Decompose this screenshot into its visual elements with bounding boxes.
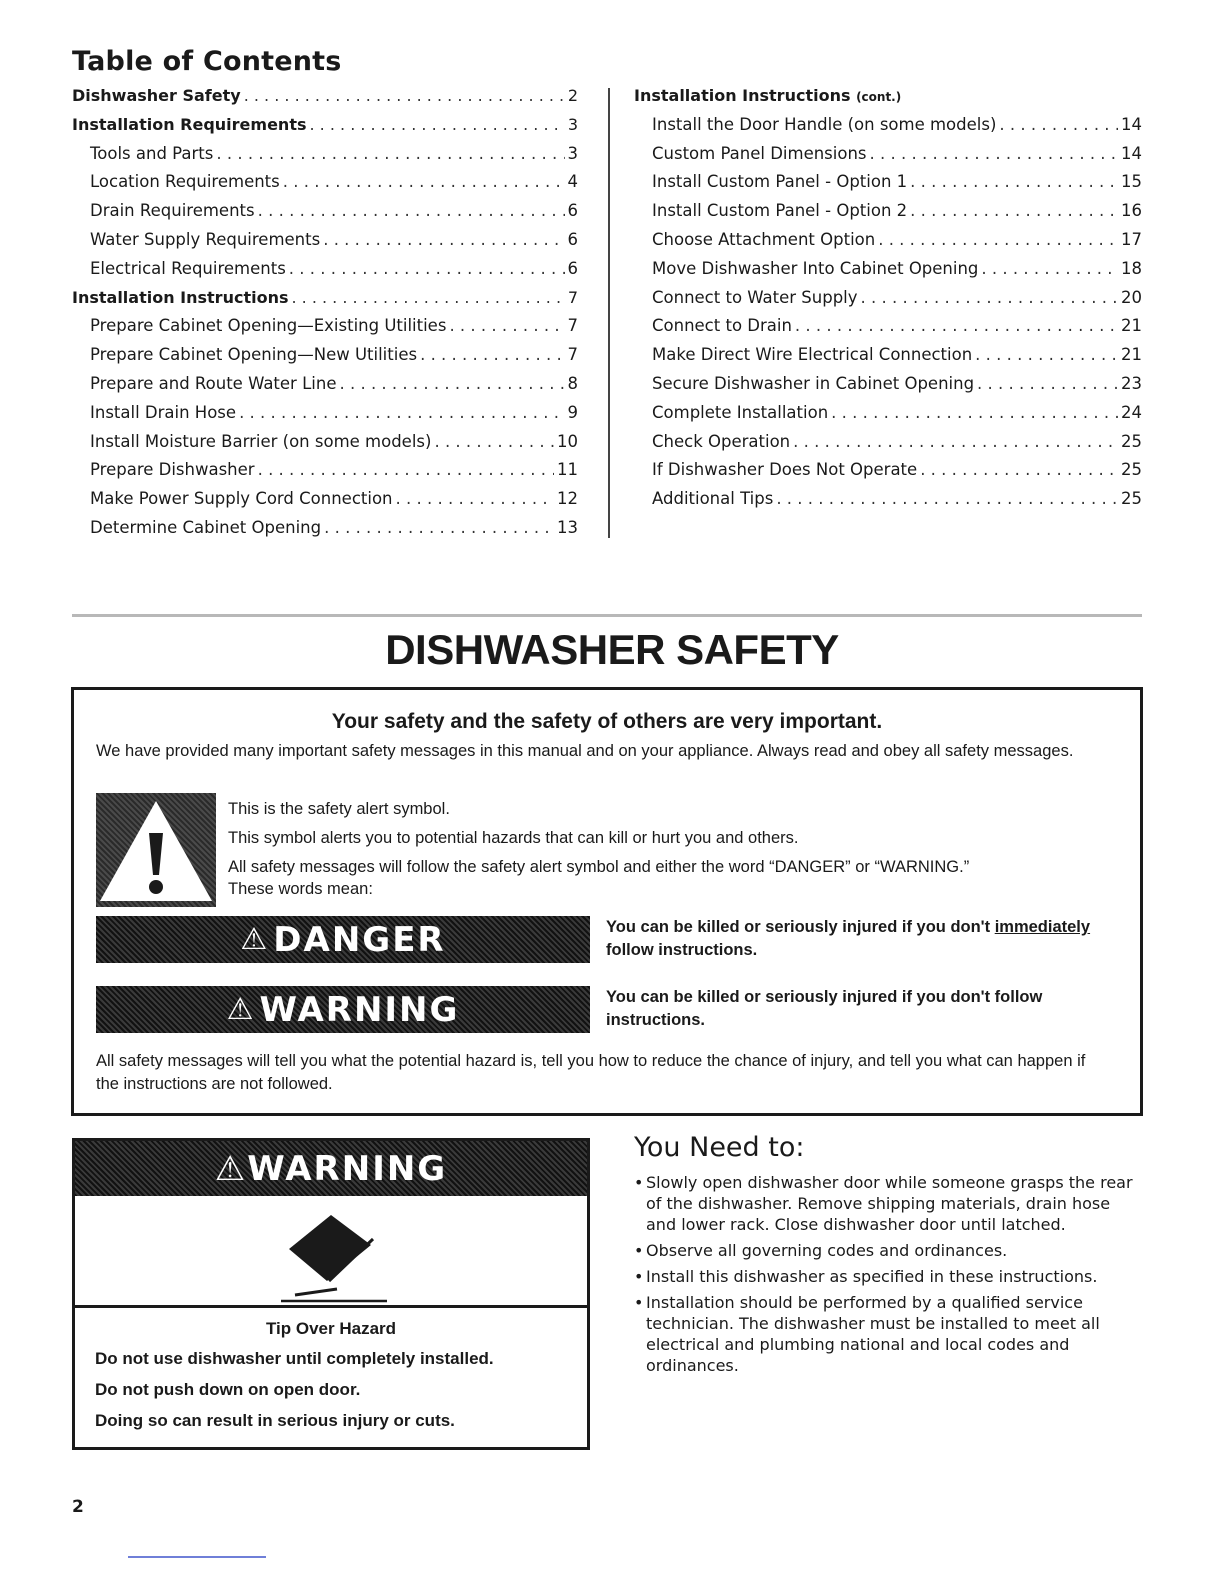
toc-entry-label: Installation Instructions bbox=[72, 287, 289, 307]
safety-alert-explanation bbox=[228, 800, 1108, 909]
warning-label: WARNING bbox=[259, 989, 460, 1030]
safety-info-box bbox=[71, 687, 1143, 1116]
toc-entry-page: 6 bbox=[567, 258, 578, 278]
toc-entry-label: Tools and Parts bbox=[90, 143, 214, 163]
warning-triangle-icon: ⚠ bbox=[226, 992, 256, 1027]
toc-entry-page: 17 bbox=[1121, 229, 1142, 249]
list-item: • Installation should be performed by a qualified service technician. The dishwasher must be installed to meet all electrical and plumbing national and local codes and ordinances. bbox=[634, 1292, 1144, 1376]
toc-leader-dots bbox=[910, 172, 1118, 191]
toc-left-column bbox=[72, 86, 578, 547]
toc-continued-heading bbox=[634, 86, 1142, 115]
toc-entry[interactable] bbox=[634, 144, 1142, 173]
safety-alert-line: These words mean: bbox=[228, 880, 373, 898]
toc-leader-dots bbox=[339, 374, 564, 393]
toc-entry[interactable] bbox=[72, 345, 578, 374]
toc-leader-dots bbox=[793, 432, 1118, 451]
toc-entry-page: 7 bbox=[567, 287, 578, 307]
danger-text-emphasis: immediately bbox=[994, 918, 1091, 936]
toc-leader-dots bbox=[283, 172, 565, 191]
toc-entry[interactable] bbox=[634, 115, 1142, 144]
section-divider-rule bbox=[72, 614, 1142, 617]
toc-entry[interactable] bbox=[72, 489, 578, 518]
toc-leader-dots bbox=[258, 201, 565, 220]
safety-alert-line: This symbol alerts you to potential hazards that can kill or hurt you and others. bbox=[228, 829, 799, 847]
toc-entry-label: Install Moisture Barrier (on some models) bbox=[90, 431, 432, 451]
toc-entry-page: 6 bbox=[567, 229, 578, 249]
tip-hazard-line: Do not use dishwasher until completely installed. bbox=[95, 1349, 494, 1368]
toc-entry[interactable] bbox=[72, 460, 578, 489]
toc-entry-page: 7 bbox=[567, 345, 578, 365]
toc-leader-dots bbox=[449, 316, 564, 335]
toc-entry[interactable] bbox=[72, 432, 578, 461]
toc-entry-label: Prepare Cabinet Opening—Existing Utilities bbox=[90, 316, 447, 336]
toc-entry[interactable] bbox=[634, 172, 1142, 201]
toc-continued-suffix: (cont.) bbox=[856, 90, 902, 104]
toc-entry-page: 14 bbox=[1121, 114, 1142, 134]
toc-entry[interactable] bbox=[634, 259, 1142, 288]
danger-label: DANGER bbox=[273, 919, 446, 960]
toc-entry[interactable] bbox=[72, 259, 578, 288]
toc-entry[interactable] bbox=[634, 374, 1142, 403]
toc-leader-dots bbox=[981, 259, 1118, 278]
toc-leader-dots bbox=[999, 115, 1118, 134]
tip-over-warning-box bbox=[72, 1138, 590, 1450]
tip-over-hazard-icon bbox=[275, 1209, 395, 1309]
toc-entry-label: Water Supply Requirements bbox=[90, 229, 321, 249]
toc-leader-dots bbox=[975, 345, 1118, 364]
toc-entry-page: 25 bbox=[1121, 460, 1142, 480]
toc-entry-label: Secure Dishwasher in Cabinet Opening bbox=[652, 373, 975, 393]
toc-entry-page: 8 bbox=[567, 373, 578, 393]
toc-entry[interactable] bbox=[72, 86, 578, 115]
list-item: • Observe all governing codes and ordinances. bbox=[634, 1240, 1144, 1261]
tip-hazard-line: Doing so can result in serious injury or cuts. bbox=[95, 1411, 455, 1430]
toc-entry-label: Prepare and Route Water Line bbox=[90, 373, 337, 393]
toc-entry-page: 21 bbox=[1121, 316, 1142, 336]
toc-leader-dots bbox=[776, 489, 1118, 508]
toc-leader-dots bbox=[920, 460, 1118, 479]
footer-link-underline[interactable] bbox=[128, 1556, 266, 1558]
toc-leader-dots bbox=[861, 288, 1118, 307]
toc-column-divider bbox=[608, 88, 610, 538]
toc-leader-dots bbox=[324, 518, 554, 537]
toc-entry-label: Install Drain Hose bbox=[90, 402, 237, 422]
toc-leader-dots bbox=[977, 374, 1118, 393]
toc-entry-page: 16 bbox=[1121, 201, 1142, 221]
tip-warning-divider bbox=[75, 1305, 587, 1308]
warning-triangle-icon: ⚠ bbox=[214, 1148, 248, 1189]
toc-entry[interactable] bbox=[72, 374, 578, 403]
safety-alert-line: This is the safety alert symbol. bbox=[228, 800, 450, 818]
toc-entry[interactable] bbox=[72, 518, 578, 547]
danger-signal-banner bbox=[96, 916, 590, 963]
toc-entry-page: 11 bbox=[557, 460, 578, 480]
page-number: 2 bbox=[72, 1497, 84, 1517]
toc-entry-page: 20 bbox=[1121, 287, 1142, 307]
toc-entry-page: 10 bbox=[557, 431, 578, 451]
toc-leader-dots bbox=[870, 144, 1118, 163]
toc-entry-page: 7 bbox=[567, 316, 578, 336]
toc-entry[interactable] bbox=[72, 144, 578, 173]
safety-intro-text: We have provided many important safety messages in this manual and on your appliance. Always read and obey all safety messages. bbox=[96, 742, 1074, 760]
toc-entry[interactable] bbox=[634, 230, 1142, 259]
toc-entry-label: Install the Door Handle (on some models) bbox=[652, 114, 997, 134]
toc-leader-dots bbox=[291, 288, 564, 307]
toc-right-column bbox=[634, 86, 1142, 518]
toc-leader-dots bbox=[244, 86, 565, 105]
toc-entry-page: 21 bbox=[1121, 345, 1142, 365]
toc-leader-dots bbox=[216, 144, 564, 163]
toc-entry-page: 4 bbox=[567, 172, 578, 192]
warning-signal-text: You can be killed or seriously injured if you don't follow instructions. bbox=[606, 988, 1043, 1029]
toc-entry-page: 14 bbox=[1121, 143, 1142, 163]
toc-entry[interactable] bbox=[72, 403, 578, 432]
safety-alert-line: All safety messages will follow the safety alert symbol and either the word “DANGER” or “WARNING.” bbox=[228, 858, 970, 876]
toc-entry[interactable] bbox=[72, 172, 578, 201]
danger-text-start: You can be killed or seriously injured if you don't bbox=[606, 918, 995, 936]
list-item: • Slowly open dishwasher door while someone grasps the rear of the dishwasher. Remove shipping materials, drain hose and lower rack. Close dishwasher door until latched. bbox=[634, 1172, 1144, 1235]
safety-alert-triangle-icon bbox=[96, 793, 216, 907]
toc-entry-label: Electrical Requirements bbox=[90, 258, 286, 278]
toc-title: Table of Contents bbox=[72, 46, 342, 77]
toc-leader-dots bbox=[396, 489, 554, 508]
toc-entry-page: 2 bbox=[567, 86, 578, 105]
toc-leader-dots bbox=[910, 201, 1118, 220]
toc-entry-page: 6 bbox=[567, 201, 578, 221]
toc-entry[interactable] bbox=[634, 432, 1142, 461]
toc-entry[interactable] bbox=[72, 288, 578, 317]
tip-hazard-line: Do not push down on open door. bbox=[95, 1380, 361, 1399]
toc-entry-page: 3 bbox=[567, 143, 578, 163]
toc-entry-label: Prepare Dishwasher bbox=[90, 460, 255, 480]
danger-text-end: follow instructions. bbox=[606, 941, 758, 959]
toc-entry-label: Check Operation bbox=[652, 431, 791, 451]
toc-entry-page: 18 bbox=[1121, 258, 1142, 278]
toc-entry[interactable] bbox=[634, 460, 1142, 489]
toc-entry-label: Make Power Supply Cord Connection bbox=[90, 489, 393, 509]
toc-entry-page: 13 bbox=[557, 517, 578, 537]
toc-entry-label: Prepare Cabinet Opening—New Utilities bbox=[90, 345, 418, 365]
toc-leader-dots bbox=[420, 345, 564, 364]
toc-entry-label: Dishwasher Safety bbox=[72, 86, 241, 105]
toc-entry[interactable] bbox=[72, 201, 578, 230]
toc-entry-label: Determine Cabinet Opening bbox=[90, 517, 322, 537]
toc-entry-label: Custom Panel Dimensions bbox=[652, 143, 867, 163]
toc-entry-label: Additional Tips bbox=[652, 489, 774, 509]
toc-entry[interactable] bbox=[72, 316, 578, 345]
warning-triangle-icon: ⚠ bbox=[240, 922, 270, 957]
toc-entry-label: Connect to Drain bbox=[652, 316, 792, 336]
tip-warning-banner bbox=[75, 1141, 587, 1196]
toc-entry-page: 24 bbox=[1121, 402, 1142, 422]
toc-entry-page: 9 bbox=[567, 402, 578, 422]
toc-entry[interactable] bbox=[72, 230, 578, 259]
toc-entry-label: Move Dishwasher Into Cabinet Opening bbox=[652, 258, 979, 278]
toc-entry-label: Location Requirements bbox=[90, 172, 280, 192]
toc-entry[interactable] bbox=[634, 489, 1142, 518]
toc-leader-dots bbox=[795, 316, 1118, 335]
toc-entry[interactable] bbox=[634, 201, 1142, 230]
toc-entry-label: Connect to Water Supply bbox=[652, 287, 858, 307]
tip-hazard-title: Tip Over Hazard bbox=[265, 1319, 397, 1338]
toc-entry[interactable] bbox=[634, 403, 1142, 432]
toc-continued-label: Installation Instructions bbox=[634, 86, 851, 105]
you-need-list bbox=[634, 1172, 1144, 1381]
toc-entry-label: Installation Requirements bbox=[72, 114, 307, 134]
toc-entry-page: 3 bbox=[567, 114, 578, 134]
toc-entry-label: Drain Requirements bbox=[90, 201, 255, 221]
toc-entry-label: Install Custom Panel - Option 1 bbox=[652, 172, 908, 192]
toc-entry-page: 23 bbox=[1121, 373, 1142, 393]
toc-entry-label: If Dishwasher Does Not Operate bbox=[652, 460, 918, 480]
toc-entry-label: Install Custom Panel - Option 2 bbox=[652, 201, 908, 221]
toc-leader-dots bbox=[310, 115, 565, 134]
toc-leader-dots bbox=[323, 230, 564, 249]
list-item: • Install this dishwasher as specified in these instructions. bbox=[634, 1266, 1144, 1287]
toc-leader-dots bbox=[831, 403, 1118, 422]
toc-leader-dots bbox=[434, 432, 554, 451]
toc-entry-label: Make Direct Wire Electrical Connection bbox=[652, 345, 973, 365]
toc-entry[interactable] bbox=[634, 288, 1142, 317]
safety-outro-text: All safety messages will tell you what the potential hazard is, tell you how to reduce the chance of injury, and tell you what can happen if the instructions are not followed. bbox=[96, 1052, 1086, 1093]
toc-leader-dots bbox=[289, 259, 565, 278]
tip-warning-label: WARNING bbox=[247, 1148, 448, 1189]
you-need-title: You Need to: bbox=[634, 1132, 805, 1163]
toc-leader-dots bbox=[239, 403, 564, 422]
tip-hazard-instructions bbox=[95, 1349, 575, 1442]
toc-entry[interactable] bbox=[634, 345, 1142, 374]
section-heading: DISHWASHER SAFETY bbox=[385, 626, 839, 673]
warning-signal-banner bbox=[96, 986, 590, 1033]
danger-signal-text bbox=[606, 916, 1136, 962]
toc-entry-page: 15 bbox=[1121, 172, 1142, 192]
toc-entry[interactable] bbox=[72, 115, 578, 144]
safety-headline: Your safety and the safety of others are very important. bbox=[331, 710, 883, 733]
toc-entry-label: Complete Installation bbox=[652, 402, 829, 422]
toc-leader-dots bbox=[878, 230, 1118, 249]
toc-leader-dots bbox=[258, 460, 554, 479]
toc-entry-page: 25 bbox=[1121, 489, 1142, 509]
toc-entry-page: 12 bbox=[557, 489, 578, 509]
toc-entry-label: Choose Attachment Option bbox=[652, 229, 876, 249]
toc-entry[interactable] bbox=[634, 316, 1142, 345]
toc-entry-page: 25 bbox=[1121, 431, 1142, 451]
